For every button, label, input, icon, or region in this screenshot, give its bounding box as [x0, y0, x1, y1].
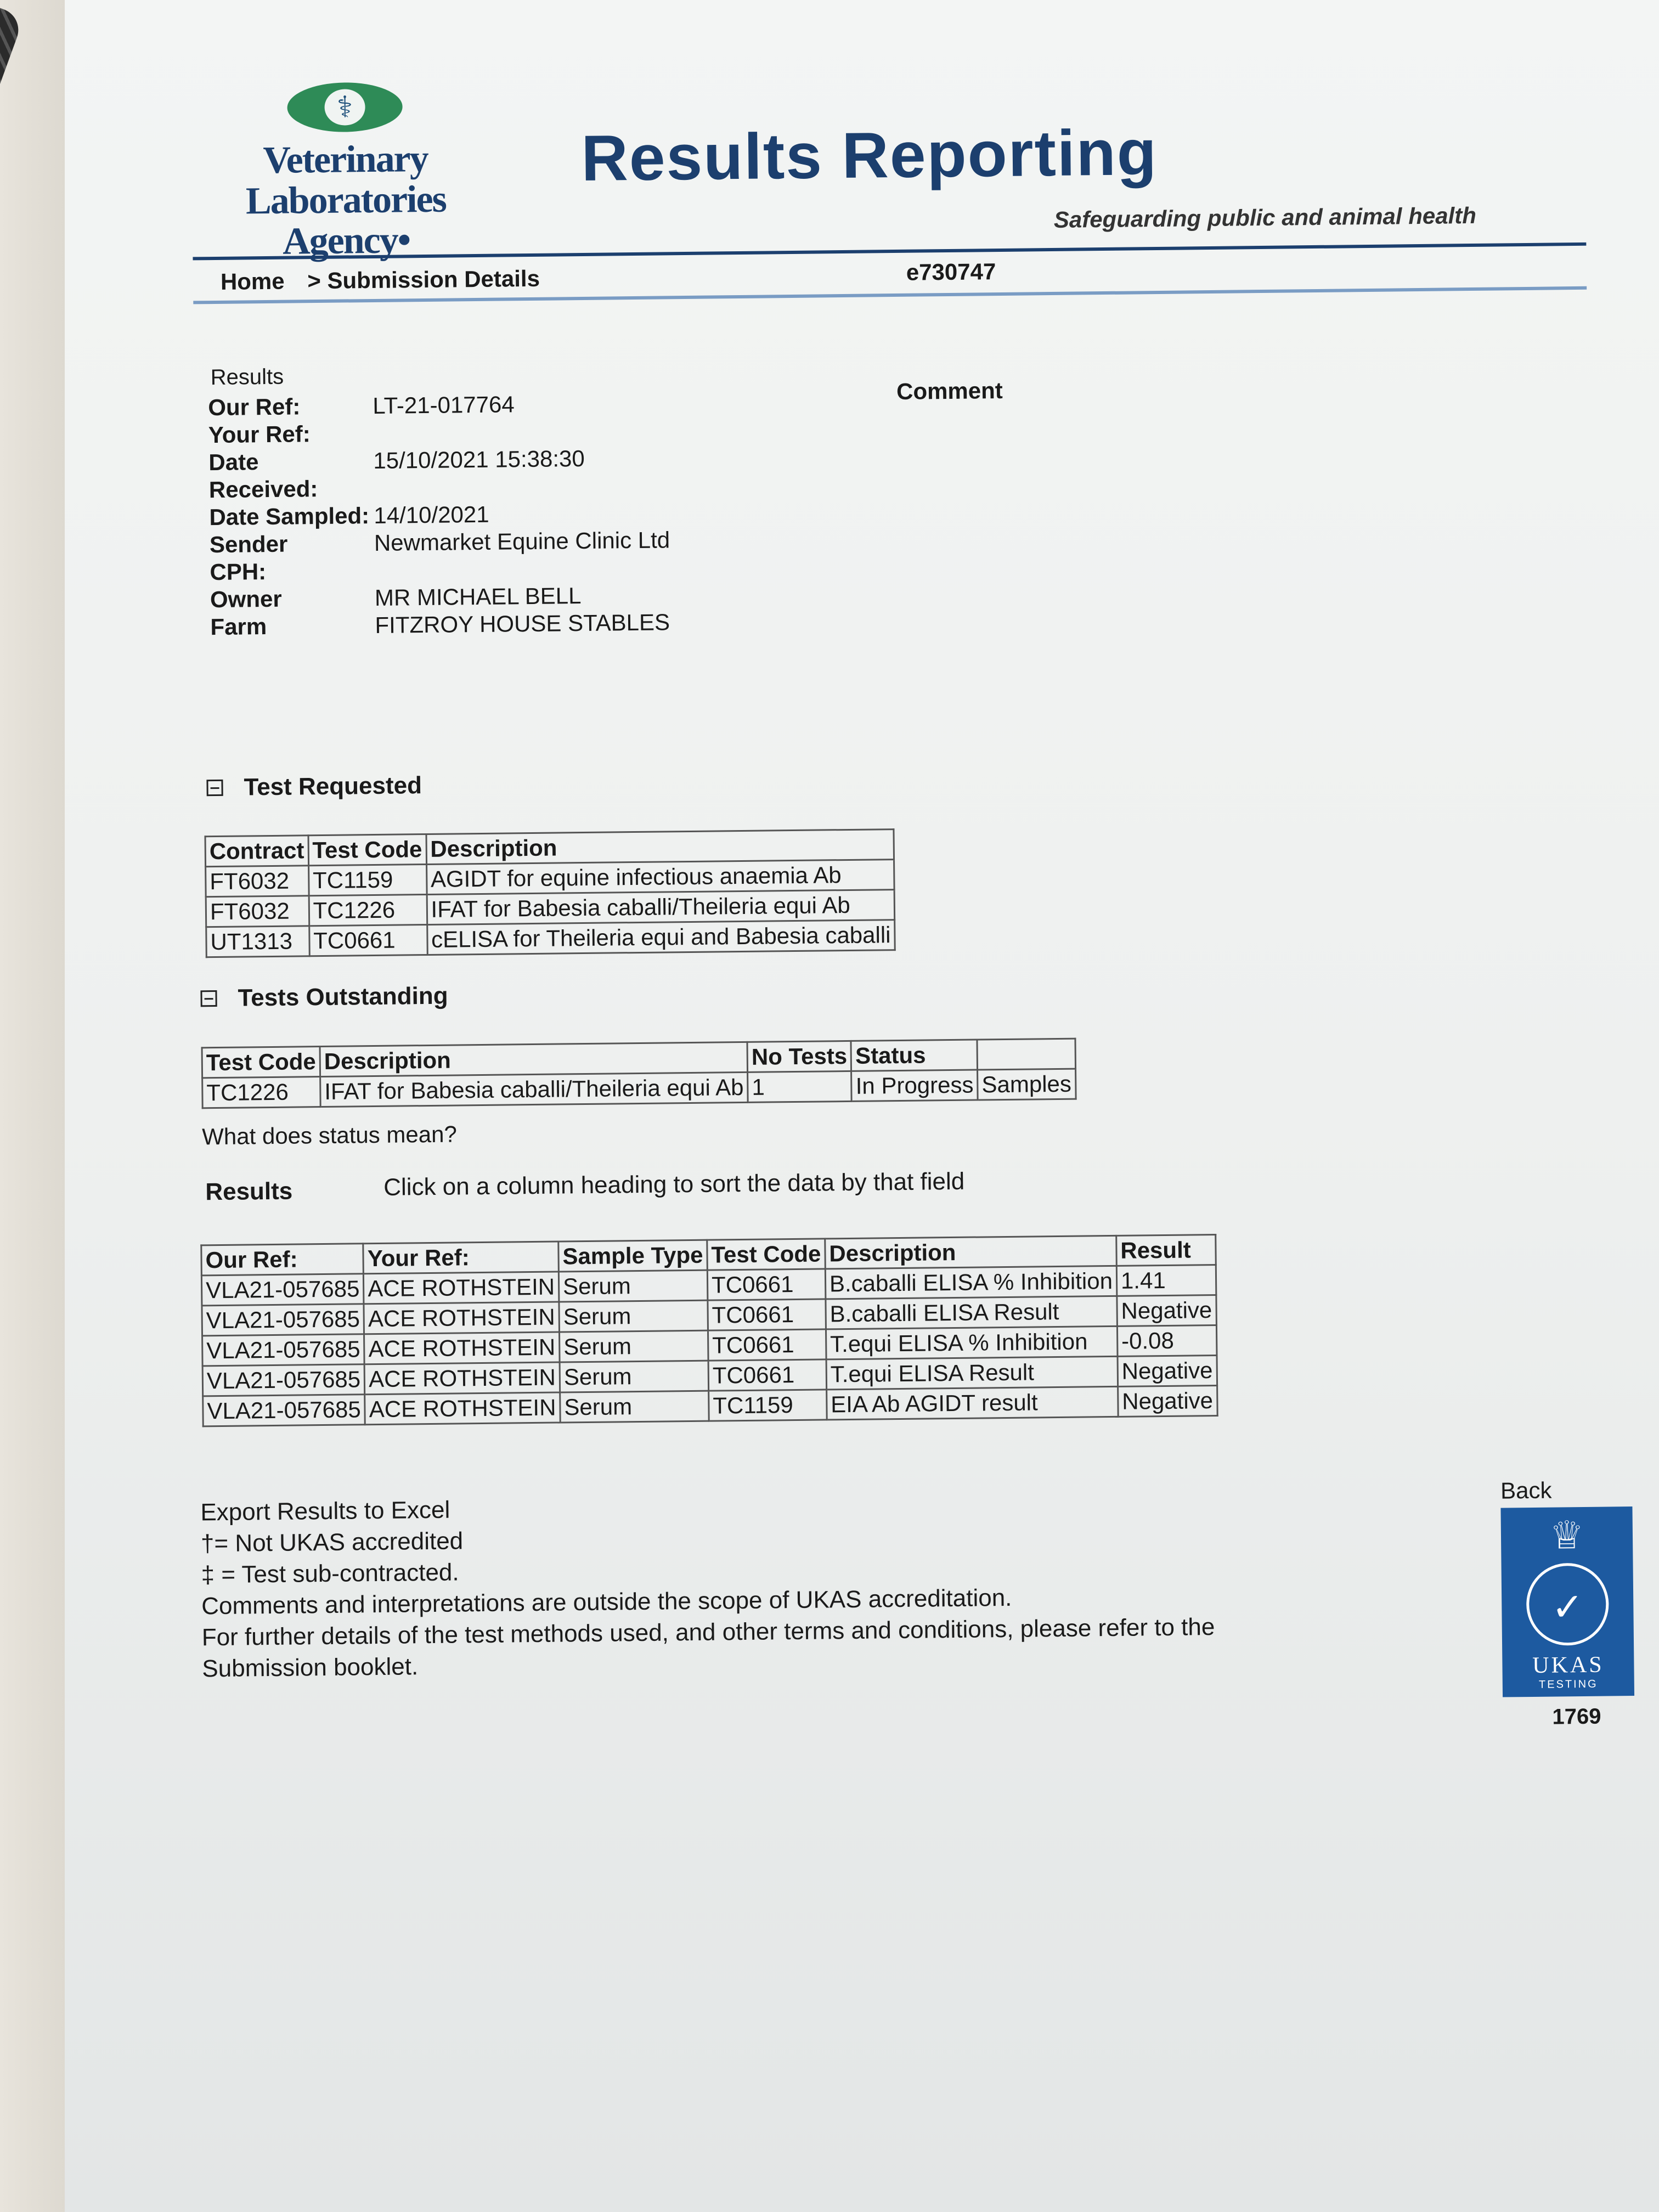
submission-id: e730747 [906, 258, 996, 285]
submission-details [208, 389, 671, 641]
detail-label: Date Received: [208, 449, 318, 503]
section-heading: Test Requested [244, 772, 422, 801]
detail-label: Farm [210, 613, 267, 640]
results-table [200, 1234, 1218, 1427]
table-cell: ACE ROTHSTEIN [364, 1272, 559, 1304]
table-cell: VLA21-057685 [201, 1274, 364, 1306]
detail-row [208, 389, 669, 421]
detail-value: 15/10/2021 15:38:30 [373, 445, 585, 473]
table-cell: VLA21-057685 [203, 1395, 365, 1426]
table-cell: FT6032 [206, 866, 309, 897]
detail-row [210, 554, 670, 586]
ukas-sub: TESTING [1538, 1678, 1598, 1691]
table-cell: ACE ROTHSTEIN [365, 1392, 560, 1425]
table-cell: T.equi ELISA % Inhibition [826, 1326, 1118, 1359]
logo-line: Veterinary [263, 137, 428, 182]
detail-label: Owner [210, 585, 282, 613]
table-cell: B.caballi ELISA Result [826, 1296, 1118, 1329]
table-cell: ACE ROTHSTEIN [364, 1362, 560, 1395]
detail-row [208, 416, 669, 449]
breadcrumb-home-link[interactable]: Home [220, 268, 285, 295]
comment-label: Comment [896, 377, 1003, 404]
table-cell: Serum [560, 1361, 709, 1392]
ukas-tick-icon: ✓ [1526, 1563, 1610, 1646]
table-cell: B.caballi ELISA % Inhibition [825, 1266, 1117, 1299]
table-cell: TC1159 [308, 865, 426, 896]
table-cell: Negative [1117, 1295, 1216, 1326]
table-cell: VLA21-057685 [202, 1334, 365, 1366]
detail-label: Our Ref: [208, 393, 301, 421]
paper-sheet [65, 0, 1659, 2212]
table-cell: Samples [978, 1069, 1076, 1100]
tests-requested-table [204, 828, 895, 958]
column-header[interactable]: Sample Type [558, 1240, 708, 1272]
column-header[interactable]: Our Ref: [201, 1244, 364, 1276]
footer-notes [200, 1486, 1215, 1684]
column-header[interactable]: Your Ref: [363, 1242, 558, 1274]
table-cell: VLA21-057685 [202, 1364, 365, 1396]
detail-row [210, 526, 670, 558]
detail-row [210, 581, 671, 613]
results-heading: Results [205, 1177, 293, 1206]
printed-page [109, 61, 1630, 1887]
table-cell: Serum [558, 1270, 708, 1302]
column-header: Test Code [308, 834, 426, 866]
collapse-icon[interactable] [206, 780, 223, 796]
table-cell: Serum [560, 1391, 709, 1423]
table-cell: FT6032 [206, 896, 309, 927]
footnote: Submission booklet. [202, 1653, 419, 1683]
details-section-label: Results [210, 364, 284, 390]
table-cell: EIA Ab AGIDT result [826, 1386, 1118, 1420]
footnote: Comments and interpretations are outside the scope of UKAS accreditation. [201, 1584, 1012, 1620]
detail-row [210, 608, 671, 641]
column-header [977, 1039, 1075, 1070]
table-cell: TC0661 [708, 1329, 826, 1361]
table-cell: In Progress [851, 1070, 978, 1101]
footnote: For further details of the test methods used, and other terms and conditions, please refer to the [201, 1613, 1215, 1651]
results-sort-hint: Click on a column heading to sort the data by that field [383, 1167, 965, 1201]
table-cell: TC1226 [309, 895, 427, 926]
detail-label: Your Ref: [208, 421, 311, 448]
column-header: Description [320, 1042, 748, 1076]
table-row [206, 920, 895, 957]
detail-value: LT-21-017764 [373, 391, 515, 419]
page-title: Results Reporting [580, 116, 1158, 195]
column-header[interactable]: Result [1116, 1234, 1216, 1266]
column-header: No Tests [747, 1041, 851, 1072]
back-link[interactable]: Back [1500, 1477, 1552, 1504]
tests-outstanding-header[interactable] [200, 983, 448, 1013]
ukas-badge [1500, 1506, 1634, 1697]
logo-emblem [287, 82, 403, 132]
detail-label: Sender [209, 531, 288, 558]
table-cell: UT1313 [206, 926, 309, 957]
ukas-number: 1769 [1552, 1704, 1601, 1729]
column-header: Test Code [202, 1047, 320, 1078]
detail-value: FITZROY HOUSE STABLES [375, 609, 670, 638]
tagline: Safeguarding public and animal health [1053, 202, 1477, 233]
detail-value: 14/10/2021 [374, 501, 489, 528]
footnote: †= Not UKAS accredited [200, 1527, 464, 1558]
table-cell: ACE ROTHSTEIN [364, 1302, 559, 1334]
detail-row [208, 444, 669, 504]
detail-label: Date Sampled: [209, 503, 370, 531]
column-header: Description [426, 830, 894, 865]
section-heading: Tests Outstanding [238, 982, 448, 1012]
detail-value: Newmarket Equine Clinic Ltd [374, 527, 670, 556]
detail-label: CPH: [210, 558, 267, 585]
table-cell: IFAT for Babesia caballi/Theileria equi Ab [320, 1072, 748, 1107]
table-cell: TC0661 [309, 925, 427, 956]
tests-requested-header[interactable] [206, 772, 422, 802]
table-cell: AGIDT for equine infectious anaemia Ab [426, 860, 894, 895]
table-cell: ACE ROTHSTEIN [364, 1332, 560, 1364]
breadcrumb-current: > Submission Details [307, 265, 540, 294]
tests-outstanding-table [201, 1038, 1077, 1109]
table-cell: IFAT for Babesia caballi/Theileria equi Ab [427, 890, 895, 925]
logo-text [230, 138, 461, 262]
table-cell: Serum [559, 1300, 708, 1332]
table-cell: TC0661 [707, 1269, 825, 1300]
detail-row [209, 499, 670, 531]
collapse-icon[interactable] [200, 990, 217, 1007]
crown-icon: ♕ [1549, 1513, 1584, 1557]
table-cell: Serum [559, 1330, 708, 1362]
table-cell: cELISA for Theileria equi and Babesia caballi [427, 920, 895, 955]
table-cell: 1.41 [1116, 1265, 1216, 1296]
table-cell: TC1226 [202, 1077, 320, 1108]
status-help-link[interactable]: What does status mean? [201, 1121, 458, 1150]
table-cell: Negative [1118, 1385, 1217, 1417]
caduceus-icon: ⚕ [324, 89, 365, 126]
table-cell: T.equi ELISA Result [826, 1356, 1118, 1390]
table-cell: VLA21-057685 [202, 1304, 364, 1336]
table-cell: -0.08 [1117, 1325, 1216, 1356]
ukas-name: UKAS [1532, 1652, 1604, 1678]
column-header[interactable]: Test Code [707, 1239, 825, 1270]
table-cell: 1 [748, 1071, 852, 1102]
breadcrumb [221, 265, 556, 295]
export-excel-link[interactable]: Export Results to Excel [200, 1496, 450, 1526]
column-header: Status [851, 1040, 977, 1071]
logo-line: Laboratories [245, 178, 447, 223]
table-cell: TC0661 [708, 1299, 826, 1330]
logo-line: Agency• [282, 219, 410, 263]
table-cell: TC1159 [709, 1390, 827, 1421]
column-header[interactable]: Description [825, 1235, 1117, 1269]
table-cell: TC0661 [708, 1359, 826, 1391]
vla-logo [229, 81, 461, 262]
detail-value: MR MICHAEL BELL [374, 583, 582, 611]
column-header: Contract [205, 836, 308, 867]
table-cell: Negative [1118, 1355, 1217, 1386]
footnote: ‡ = Test sub-contracted. [201, 1559, 459, 1589]
